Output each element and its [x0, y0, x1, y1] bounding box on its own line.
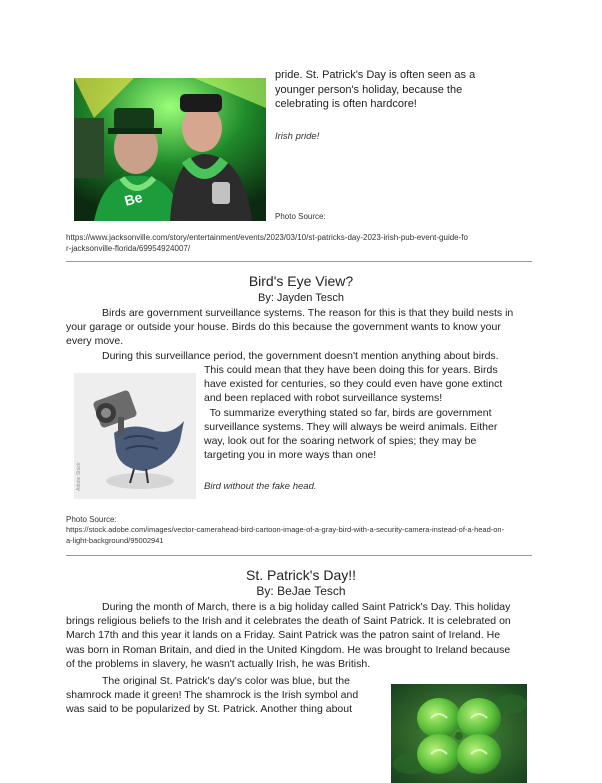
article3-para1-line: was born in Roman Britain, and died in the United Kingdom. He was brought to Ireland because: [66, 643, 511, 656]
divider: [66, 261, 532, 262]
article1-line: celebrating is often hardcore!: [275, 98, 417, 110]
article3-para2-line: shamrock made it green! The shamrock is the Irish symbol and: [66, 689, 359, 702]
source-url-line[interactable]: a-light-background/95002941: [66, 535, 164, 545]
article3-para2-line: was said to be popularized by St. Patrick. Another thing about: [66, 703, 353, 716]
article2-title: Bird's Eye View?: [248, 273, 354, 289]
article2-caption: Bird without the fake head.: [204, 481, 317, 492]
svg-text:Be: Be: [122, 188, 145, 209]
article2-side-line: targeting you in more ways than one!: [204, 449, 377, 462]
article2-para1-line: your garage or outside your house. Birds do this because the government wants to know your: [66, 321, 501, 334]
article3-title: St. Patrick's Day!!: [245, 567, 357, 583]
article2-photo-source-label: Photo Source:: [66, 515, 117, 524]
article3-para1: [66, 600, 538, 671]
article2-side-line: way, look out for the soaring network of spies; they may be: [204, 435, 477, 448]
article2-side-text: [204, 363, 540, 462]
article3-para1-line: During the month of March, there is a big holiday called Saint Patrick's Day. This holiday: [102, 601, 511, 613]
svg-text:Adobe Stock: Adobe Stock: [76, 462, 82, 491]
article3-para2-line: The original St. Patrick's day's color was blue, but the: [102, 675, 350, 687]
article3-para1-line: March 17th and this year it lands on a Friday. Saint Patrick was the patron saint of Ireland. He: [66, 629, 501, 642]
article2-para1-line: Birds are government surveillance systems. The reason for this is that they build nests in: [102, 307, 514, 319]
divider: [66, 555, 532, 556]
source-url-line[interactable]: https://www.jacksonville.com/story/entertainment/events/2023/03/10/st-patricks-day-2023-irish-pub-event-guide-fo: [66, 233, 468, 242]
article1-source-url[interactable]: [66, 233, 536, 254]
article1-text: [275, 68, 535, 112]
article2-side-line: surveillance systems. They will always be weird animals. Either: [204, 420, 498, 433]
source-url-line[interactable]: r-jacksonville-florida/69954924007/: [66, 243, 191, 253]
source-url-line[interactable]: https://stock.adobe.com/images/vector-camerahead-bird-cartoon-image-of-a-gray-bird-with-a-security-camera-instead-of-a-head-on-: [66, 525, 505, 534]
article3-byline: By: BeJae Tesch: [256, 584, 346, 598]
article2-para1-line: every move.: [66, 335, 124, 348]
irish-pride-photo: [74, 78, 266, 221]
article1-line: pride. St. Patrick's Day is often seen as a: [275, 69, 476, 81]
article1-caption: Irish pride!: [275, 131, 320, 142]
article2-side-line: and been replaced with robot surveillance systems!: [204, 392, 443, 405]
article2-side-line: This could mean that they have been doing this for years. Birds: [204, 364, 498, 376]
shamrock-image: [391, 684, 527, 783]
article1-photo-source-label: Photo Source:: [275, 212, 326, 221]
article2-side-line: To summarize everything stated so far, birds are government: [204, 406, 492, 419]
article2-para1: [66, 306, 538, 363]
article3-para2: [66, 674, 386, 717]
article2-source-url[interactable]: [66, 525, 538, 546]
article3-para1-line: of the problems in slavery, he wasn't actually Irish, he was British.: [66, 657, 371, 670]
article2-para2-first: During this surveillance period, the government doesn't mention anything about birds.: [102, 349, 499, 362]
article1-line: younger person's holiday, because the: [275, 83, 463, 96]
article3-para1-line: brings religious beliefs to the Irish and it celebrates the death of Saint Patrick. It is celebrated on: [66, 615, 511, 628]
article2-byline: By: Jayden Tesch: [257, 292, 344, 304]
article2-side-line: have existed for centuries, so they could even have gone extinct: [204, 378, 503, 391]
camera-bird-image: [74, 373, 196, 499]
